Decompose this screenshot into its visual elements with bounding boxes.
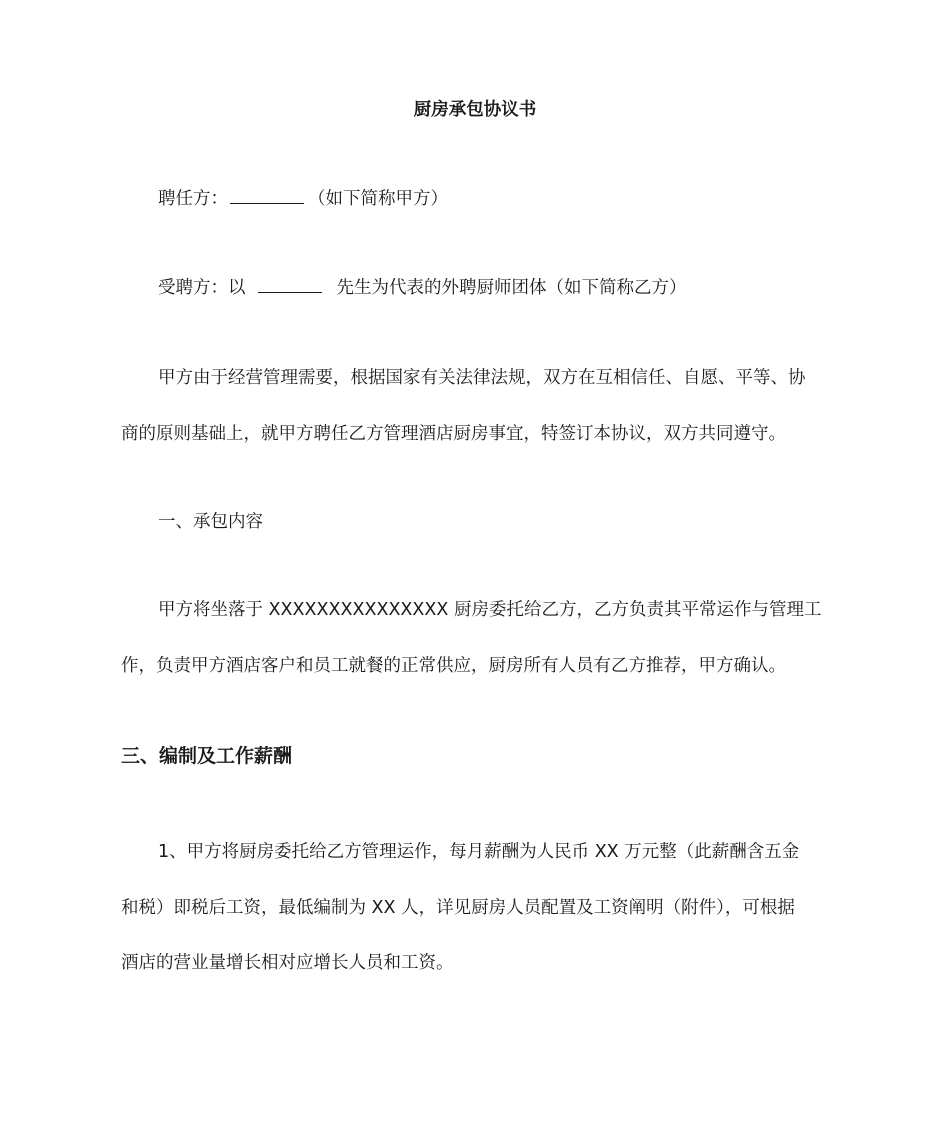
party-b-label: 受聘方：以 <box>158 278 246 298</box>
party-b-suffix: 先生为代表的外聘厨师团体（如下简称乙方） <box>336 278 687 298</box>
party-a-blank <box>230 187 304 204</box>
section1-heading: 一、承包内容 <box>158 512 263 532</box>
section3-line-1: 1、甲方将厨房委托给乙方管理运作，每月薪酬为人民币 XX 万元整（此薪酬含五金 <box>158 842 800 862</box>
section3-heading: 三、编制及工作薪酬 <box>121 745 293 767</box>
document-title: 厨房承包协议书 <box>413 100 537 120</box>
section3-line-3: 酒店的营业量增长相对应增长人员和工资。 <box>121 953 454 973</box>
section1-line-2: 作，负责甲方酒店客户和员工就餐的正常供应，厨房所有人员有乙方推荐，甲方确认。 <box>121 656 786 676</box>
section3-line-2: 和税）即税后工资，最低编制为 XX 人，详见厨房人员配置及工资阐明（附件），可根据 <box>121 898 795 918</box>
section1-line-1: 甲方将坐落于 XXXXXXXXXXXXXXX 厨房委托给乙方，乙方负责其平常运作与管理工 <box>158 600 822 620</box>
party-a-suffix: （如下简称甲方） <box>308 189 448 209</box>
party-b-blank <box>258 276 322 293</box>
party-a-line <box>158 187 833 211</box>
party-a-label: 聘任方： <box>158 189 228 209</box>
preamble-line-1: 甲方由于经营管理需要，根据国家有关法律法规，双方在互相信任、自愿、平等、协 <box>158 368 806 388</box>
preamble-line-2: 商的原则基础上，就甲方聘任乙方管理酒店厨房事宜，特签订本协议，双方共同遵守。 <box>121 424 786 444</box>
party-b-line <box>158 276 833 300</box>
